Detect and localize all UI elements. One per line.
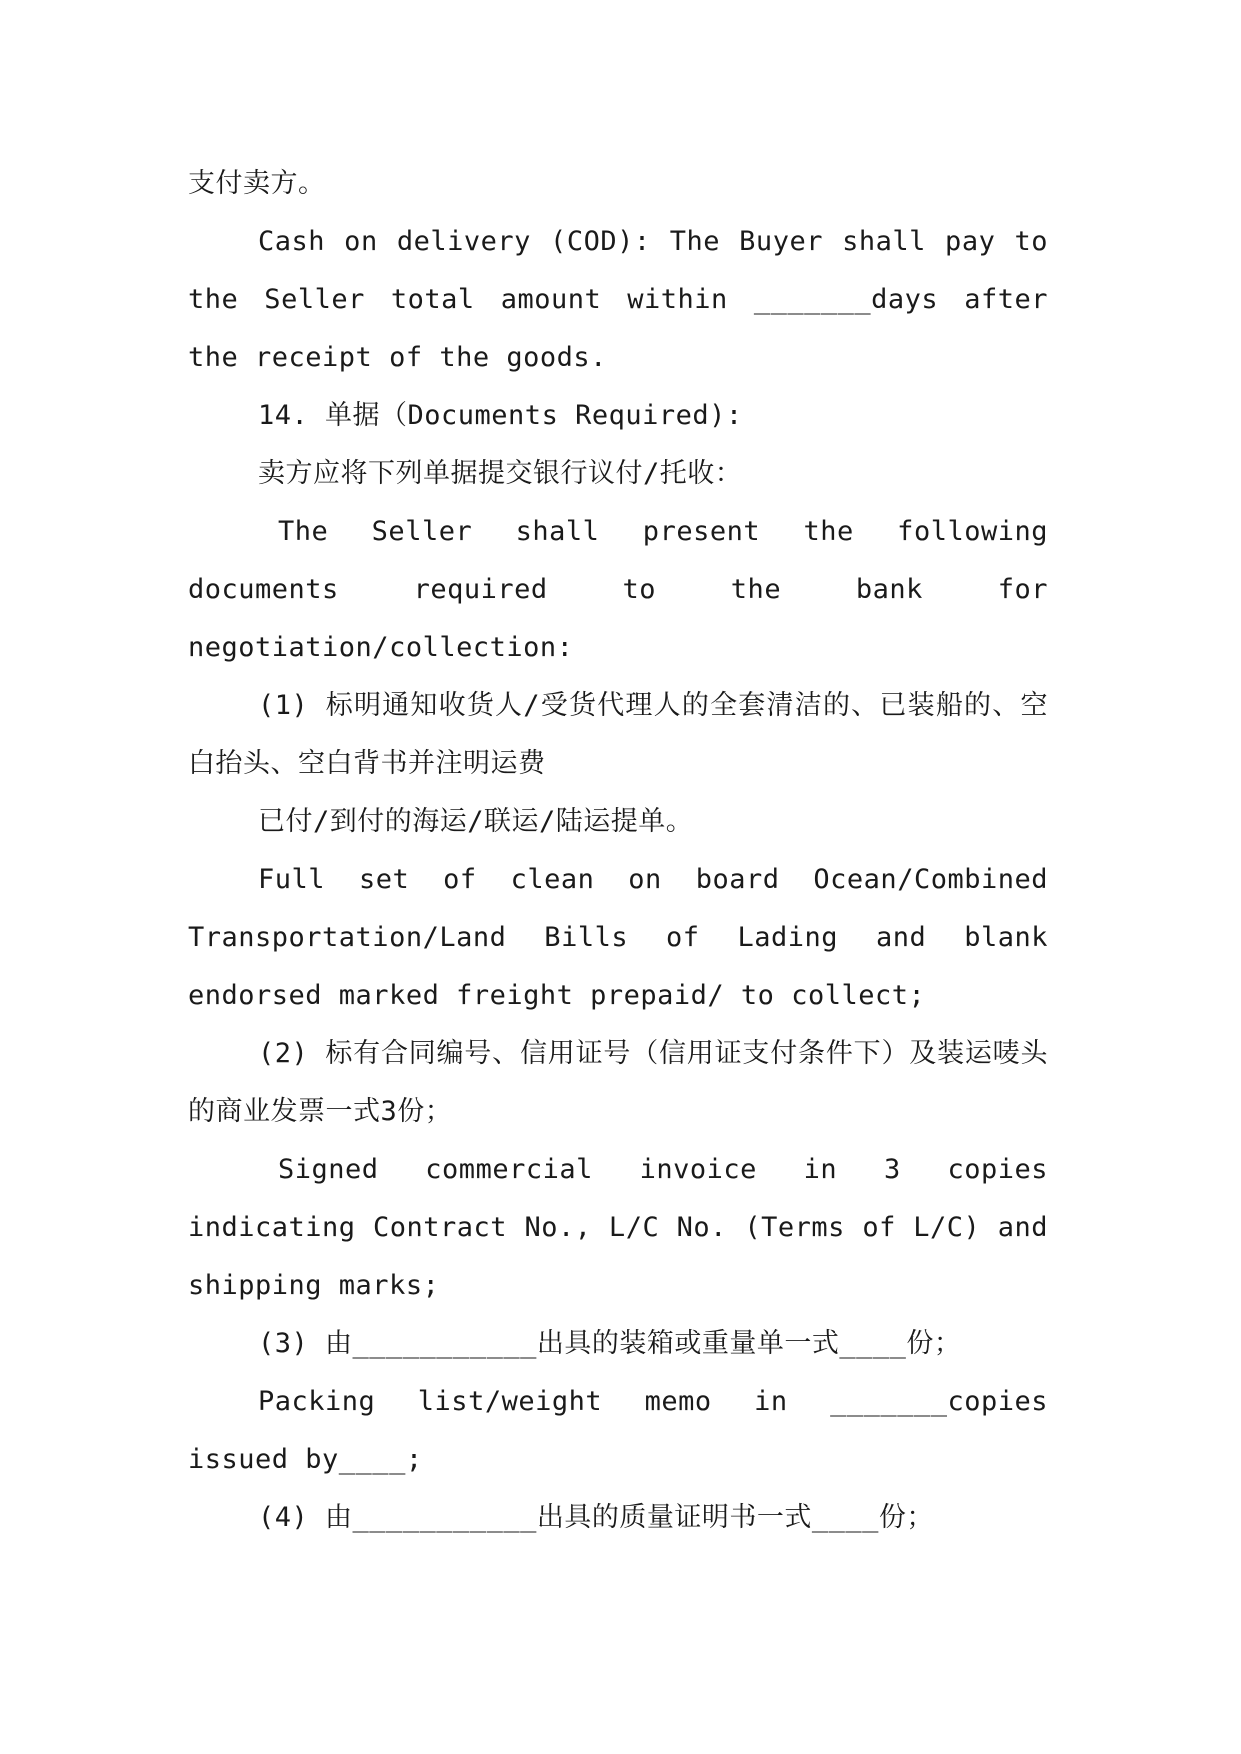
item-4-cn: (4) 由___________出具的质量证明书一式____份； [258, 1502, 934, 1533]
payment-clause-end: 支付卖方。 [188, 168, 326, 199]
item-3-cn: (3) 由___________出具的装箱或重量单一式____份； [258, 1328, 962, 1359]
item-2-en: Signed commercial invoice in 3 copies indicating Contract No., L/C No. (Terms of L/C) and shipping marks; [188, 1154, 1048, 1301]
documents-intro-cn: 卖方应将下列单据提交银行议付/托收： [258, 458, 743, 489]
item-1-en: Full set of clean on board Ocean/Combined Transportation/Land Bills of Lading and blank endorsed marked freight prepaid/ to collect; [188, 864, 1048, 1011]
item-1-cn: (1) 标明通知收货人/受货代理人的全套清洁的、已装船的、空白抬头、空白背书并注明运费 [188, 690, 1048, 779]
item-3-en: Packing list/weight memo in _______copies issued by____; [188, 1386, 1048, 1475]
item-2-cn: (2) 标有合同编号、信用证号（信用证支付条件下）及装运唛头的商业发票一式3份； [188, 1038, 1048, 1127]
documents-intro-en: The Seller shall present the following documents required to the bank for negotiation/collection: [188, 516, 1048, 663]
item-1-cn-cont: 已付/到付的海运/联运/陆运提单。 [258, 806, 694, 837]
section-14-heading: 14. 单据（Documents Required): [258, 400, 743, 431]
document-body [188, 155, 1048, 1547]
cod-clause: Cash on delivery (COD): The Buyer shall pay to the Seller total amount within _______days after the receipt of the goods. [188, 226, 1048, 373]
